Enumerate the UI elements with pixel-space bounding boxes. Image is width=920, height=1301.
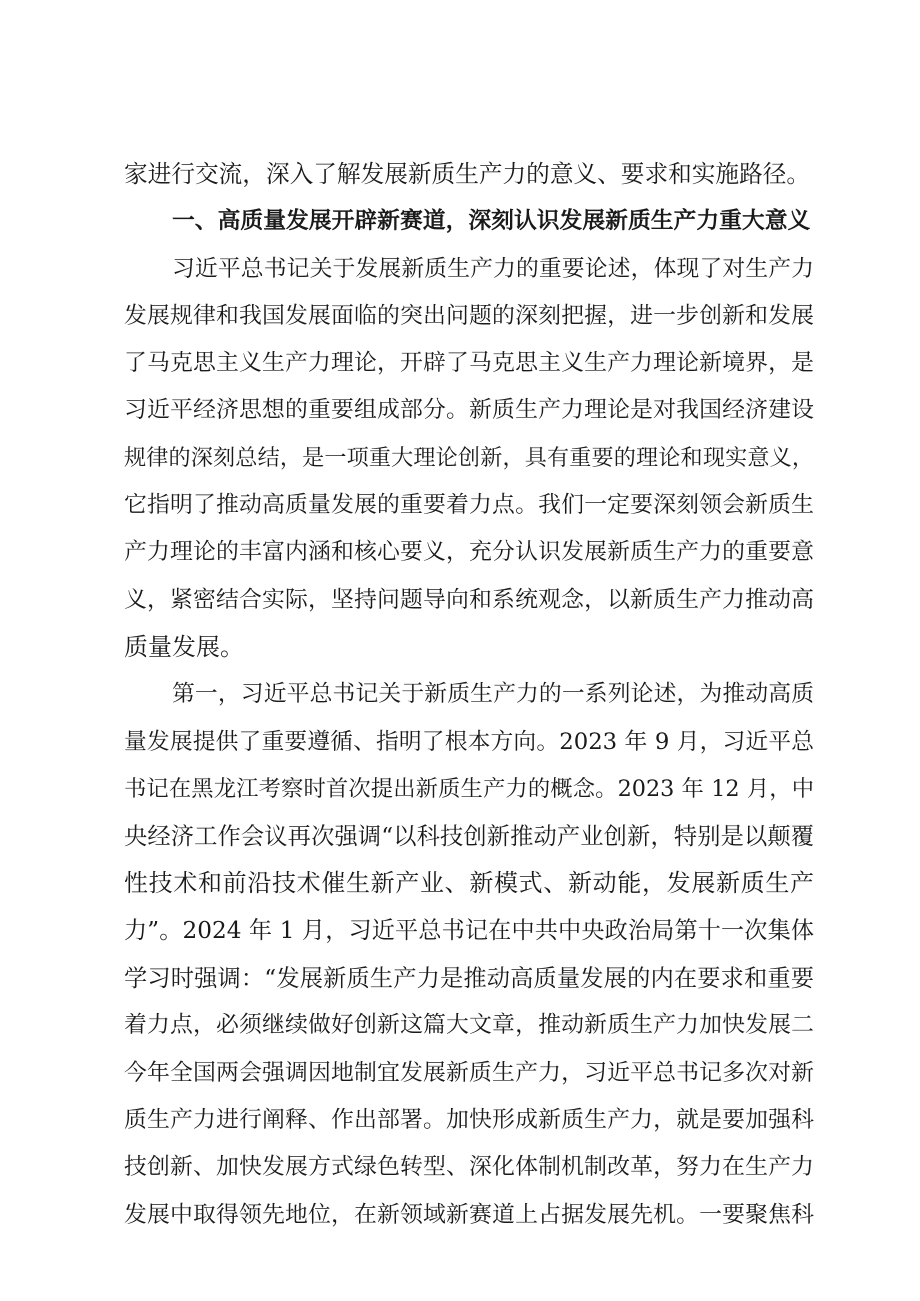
paragraph-line: 习近平经济思想的重要组成部分。新质生产力理论是对我国经济建设	[124, 397, 814, 424]
paragraph-line: 质生产力进行阐释、作出部署。加快形成新质生产力，就是要加强科	[124, 1106, 814, 1133]
paragraph-line: 书记在黑龙江考察时首次提出新质生产力的概念。2023 年 12 月，中	[124, 775, 814, 802]
paragraph-line: 发展规律和我国发展面临的突出问题的深刻把握，进一步创新和发展	[124, 302, 814, 329]
paragraph-line: 今年全国两会强调因地制宜发展新质生产力，习近平总书记多次对新	[124, 1059, 814, 1086]
paragraph-line: 规律的深刻总结，是一项重大理论创新，具有重要的理论和现实意义，	[124, 444, 814, 471]
paragraph-line: 技创新、加快发展方式绿色转型、深化体制机制改革，努力在生产力	[124, 1154, 814, 1181]
paragraph-line: 家进行交流，深入了解发展新质生产力的意义、要求和实施路径。	[124, 160, 811, 188]
paragraph-line: 第一，习近平总书记关于新质生产力的一系列论述，为推动高质	[172, 681, 814, 708]
paragraph-line: 它指明了推动高质量发展的重要着力点。我们一定要深刻领会新质生	[124, 492, 814, 519]
paragraph-line: 了马克思主义生产力理论，开辟了马克思主义生产力理论新境界，是	[124, 350, 814, 377]
paragraph-line: 央经济工作会议再次强调“以科技创新推动产业创新，特别是以颠覆	[124, 823, 814, 851]
paragraph-line: 质量发展。	[124, 632, 244, 661]
document-body	[124, 151, 814, 1239]
paragraph-line: 习近平总书记关于发展新质生产力的重要论述，体现了对生产力	[172, 255, 814, 282]
section-heading: 一、高质量发展开辟新赛道，深刻认识发展新质生产力重大意义	[172, 208, 811, 235]
paragraph-line: 学习时强调：“发展新质生产力是推动高质量发展的内在要求和重要	[124, 965, 814, 993]
paragraph-line: 产力理论的丰富内涵和核心要义，充分认识发展新质生产力的重要意	[124, 539, 814, 566]
paragraph-line: 量发展提供了重要遵循、指明了根本方向。2023 年 9 月，习近平总	[124, 728, 814, 755]
paragraph-line: 性技术和前沿技术催生新产业、新模式、新动能，发展新质生产	[124, 869, 814, 898]
paragraph-line: 发展中取得领先地位，在新领域新赛道上占据发展先机。一要聚焦科	[124, 1201, 814, 1228]
paragraph-line: 义，紧密结合实际，坚持问题导向和系统观念，以新质生产力推动高	[124, 586, 814, 613]
paragraph-line: 力”。2024 年 1 月，习近平总书记在中共中央政治局第十一次集体	[124, 917, 814, 944]
paragraph-line: 着力点，必须继续做好创新这篇大文章，推动新质生产力加快发展二	[124, 1012, 814, 1039]
